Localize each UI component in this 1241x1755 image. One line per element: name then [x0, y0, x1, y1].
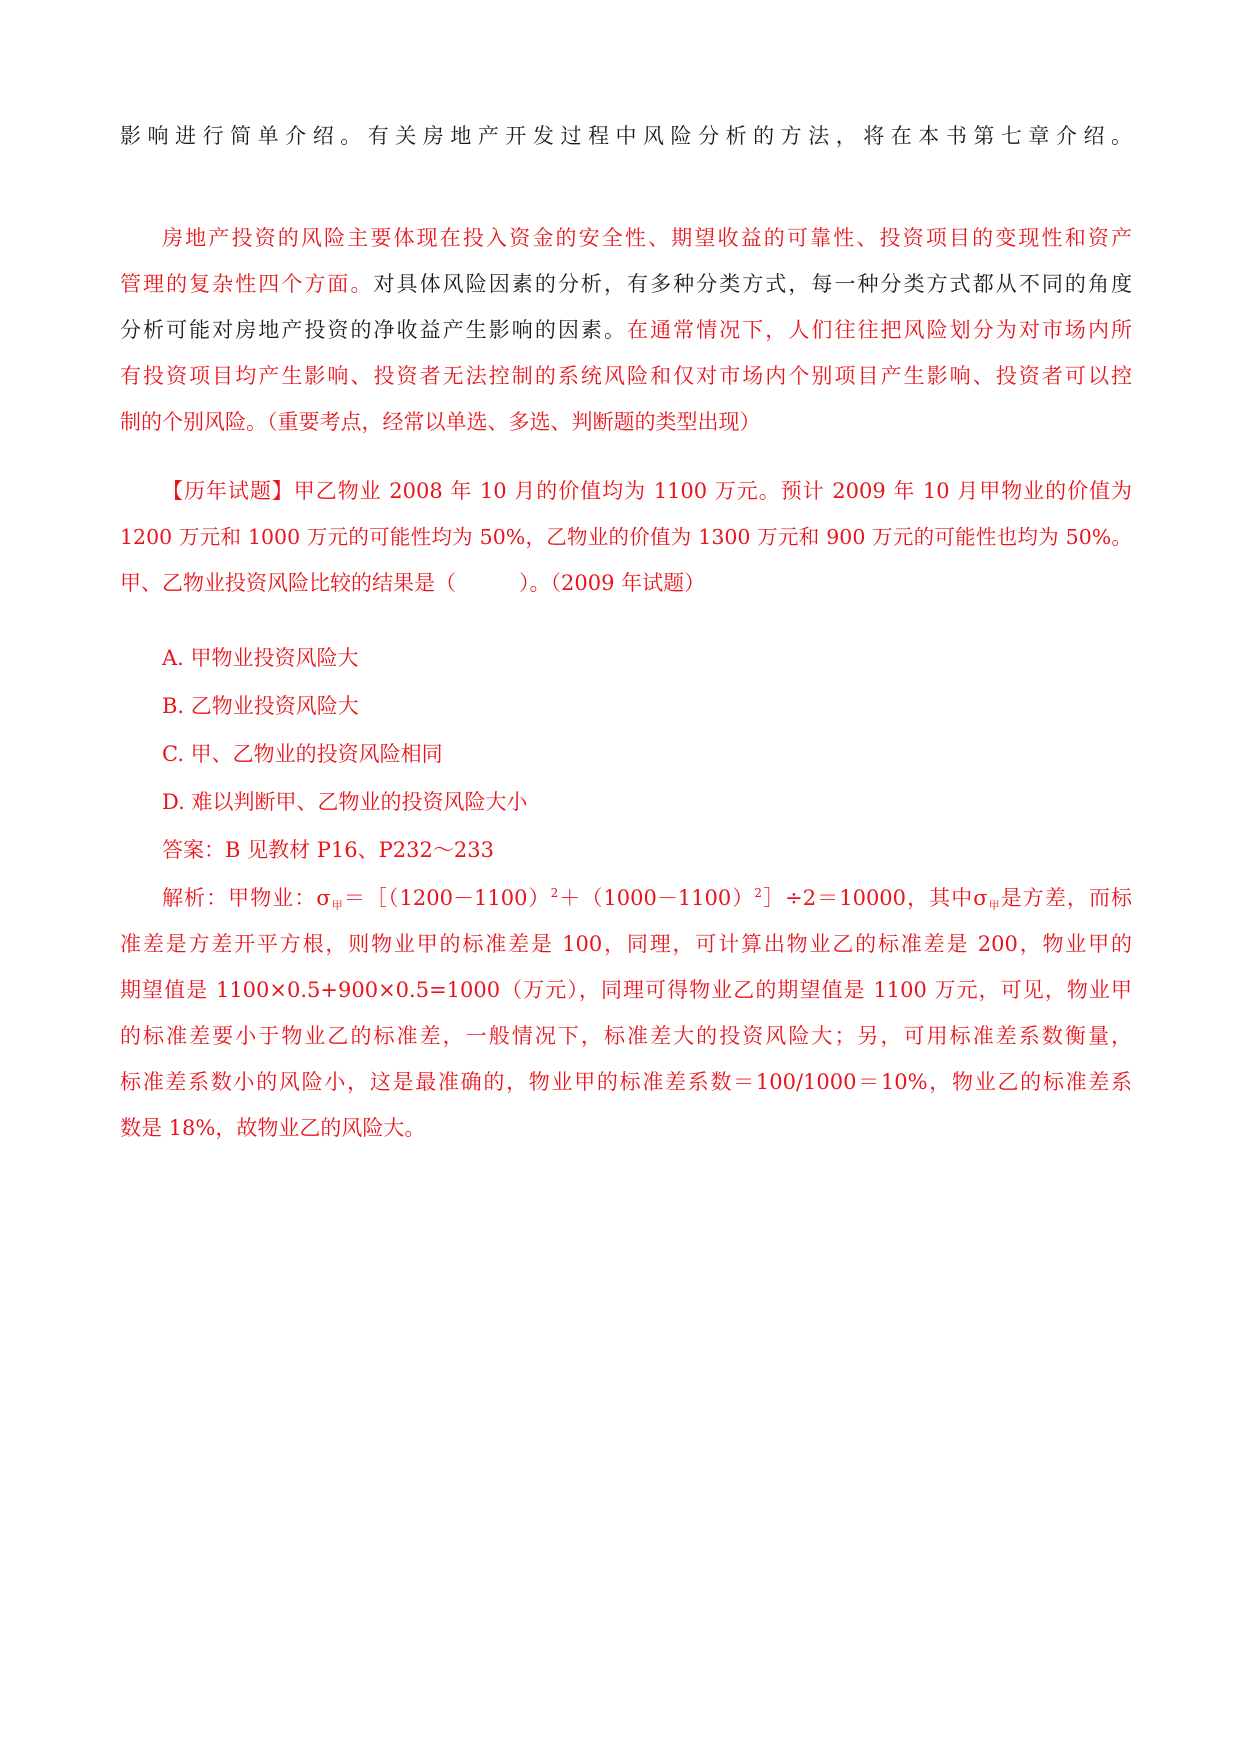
risk-para-line-3-black: 分析可能对房地产投资的净收益产生影响的因素。	[120, 318, 628, 342]
analysis-line-1-a: 解析：甲物业：σ	[162, 886, 331, 910]
analysis-line-5: 标准差系数小的风险小，这是最准确的，物业甲的标准差系数＝100/1000＝10%，物业乙的标准差系	[120, 1070, 1132, 1094]
option-a: A. 甲物业投资风险大	[162, 646, 359, 670]
risk-para-line-5: 制的个别风险。（重要考点，经常以单选、多选、判断题的类型出现）	[120, 410, 761, 434]
risk-para-line-2-red: 管理的复杂性四个方面。	[120, 272, 374, 296]
superscript-2-second: 2	[754, 886, 763, 900]
question-line-1-text: 甲乙物业 2008 年 10 月的价值均为 1100 万元。预计 2009 年 10 月甲物业的价值为	[293, 479, 1132, 503]
risk-para-line-2-black: 对具体风险因素的分析，有多种分类方式，每一种分类方式都从不同的角度	[373, 272, 1132, 296]
risk-para-line-2	[120, 262, 1132, 306]
option-b: B. 乙物业投资风险大	[162, 694, 359, 718]
risk-para-line-3-red: 在通常情况下，人们往往把风险划分为对市场内所	[627, 318, 1132, 342]
question-bracket-label: 【历年试题】	[162, 479, 294, 503]
analysis-line-6: 数是 18%，故物业乙的风险大。	[120, 1116, 426, 1140]
analysis-line-1-e: 是方差，而标	[1000, 886, 1132, 910]
question-line-2: 1200 万元和 1000 万元的可能性均为 50%，乙物业的价值为 1300 万元和 900 万元的可能性也均为 50%。	[120, 525, 1132, 549]
analysis-line-1	[162, 876, 1132, 920]
option-c: C. 甲、乙物业的投资风险相同	[162, 742, 443, 766]
analysis-line-1-b: ＝［（1200－1100）	[343, 886, 551, 910]
risk-para-line-3	[120, 308, 1132, 352]
intro-text-line: 影响进行简单介绍。有关房地产开发过程中风险分析的方法，将在本书第七章介绍。	[120, 124, 1132, 148]
sigma-subscript-jia-2: 甲	[987, 899, 1001, 912]
question-line-1	[162, 469, 1132, 513]
answer-line: 答案：B 见教材 P16、P232～233	[162, 838, 494, 862]
analysis-line-2: 准差是方差开平方根，则物业甲的标准差是 100，同理，可计算出物业乙的标准差是 200，物业甲的	[120, 932, 1132, 956]
option-d: D. 难以判断甲、乙物业的投资风险大小	[162, 790, 528, 814]
risk-para-line-4: 有投资项目均产生影响、投资者无法控制的系统风险和仅对市场内个别项目产生影响、投资者可以控	[120, 364, 1132, 388]
risk-para-line-1: 房地产投资的风险主要体现在投入资金的安全性、期望收益的可靠性、投资项目的变现性和资产	[162, 226, 1132, 250]
analysis-line-3: 期望值是 1100×0.5+900×0.5=1000（万元），同理可得物业乙的期望值是 1100 万元，可见，物业甲	[120, 978, 1132, 1002]
analysis-line-4: 的标准差要小于物业乙的标准差，一般情况下，标准差大的投资风险大；另，可用标准差系数衡量，	[120, 1024, 1132, 1048]
sigma-subscript-jia: 甲	[330, 899, 344, 912]
superscript-2-first: 2	[550, 886, 559, 900]
question-line-3: 甲、乙物业投资风险比较的结果是（ ）。（2009 年试题）	[120, 571, 706, 595]
analysis-line-1-d: ］÷2＝10000，其中σ	[762, 886, 988, 910]
analysis-line-1-c: ＋（1000－1100）	[558, 886, 755, 910]
